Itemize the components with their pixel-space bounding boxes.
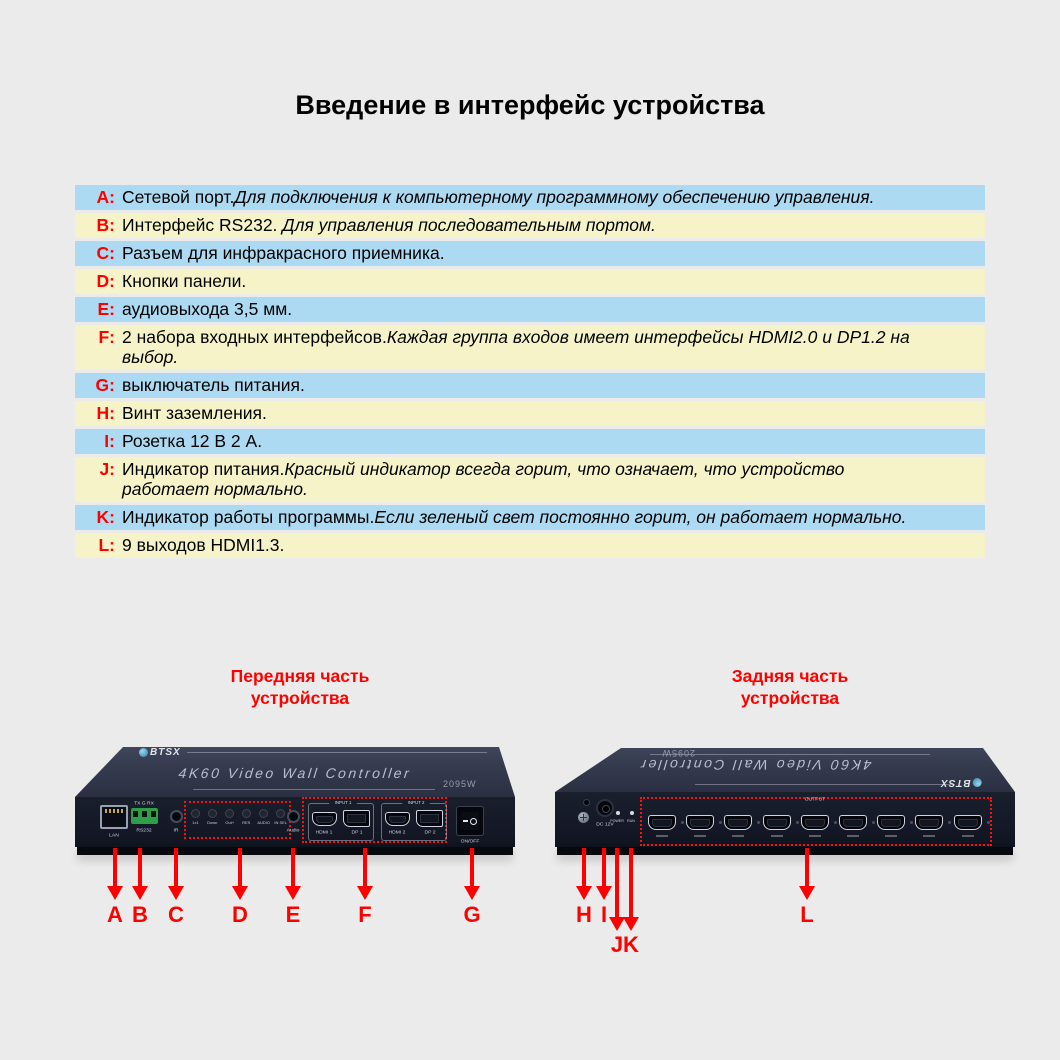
hdmi-output-port — [648, 815, 676, 830]
button-dot — [259, 809, 268, 818]
hdmi-output-port — [686, 815, 714, 830]
legend-row-G — [75, 373, 985, 398]
button-label: Out+ — [225, 820, 234, 825]
legend-key: L: — [98, 535, 115, 555]
brand-logo — [139, 747, 181, 758]
legend-key: J: — [99, 459, 115, 479]
callout-letter-L: L — [800, 902, 814, 927]
arrowhead-icon — [623, 917, 639, 931]
run-led-label: RUN — [627, 819, 635, 824]
callout-letter-E: E — [285, 902, 301, 927]
callout-letter-C: C — [168, 902, 184, 927]
panel-button — [204, 809, 221, 829]
panel-button — [238, 809, 255, 829]
callout-letter-I: I — [600, 902, 608, 927]
audio-label: Audio — [286, 827, 300, 833]
button-label: Down — [207, 820, 218, 825]
back-section-heading — [670, 665, 910, 709]
legend-text: аудиовыхода 3,5 мм. — [122, 299, 293, 319]
back-heading-line2: устройства — [740, 688, 840, 708]
button-dot — [242, 809, 251, 818]
legend-text: Индикатор питания.Красный индикатор всегда горит, что означает, что устройство работает нормально. — [122, 459, 845, 499]
pointer-arrow-I — [602, 848, 606, 886]
hdmi1-label: HDMI 1 — [315, 829, 333, 835]
model-number: 2095W — [443, 779, 477, 789]
legend-key: A: — [96, 187, 115, 207]
callout-letter-B: B — [132, 902, 148, 927]
button-dot — [208, 809, 217, 818]
button-label: 1x1 — [192, 820, 199, 825]
button-dot — [191, 809, 200, 818]
legend-key: H: — [96, 403, 115, 423]
callout-letter-J: J — [610, 932, 624, 957]
port-caption-mark — [923, 835, 935, 837]
screw-hole — [872, 821, 875, 824]
rocker-icon — [461, 812, 479, 830]
front-section-heading — [180, 665, 420, 709]
hdmi-output-port — [915, 815, 943, 830]
brand-logo — [940, 777, 982, 788]
hdmi2-label: HDMI 2 — [388, 829, 406, 835]
legend-key: C: — [96, 243, 115, 263]
rs232-label: RS232 — [136, 827, 152, 833]
screw-hole — [948, 821, 951, 824]
legend-note: Красный индикатор всегда горит, что означает, что устройство работает нормально. — [122, 459, 845, 499]
lan-label: LAN — [109, 832, 119, 838]
reset-hole — [583, 799, 590, 806]
callout-letter-K: K — [623, 932, 639, 957]
pointer-arrow-A — [113, 848, 117, 886]
legend-note: Если зеленый свет постоянно горит, он работает нормально. — [374, 507, 907, 527]
ir-label: IR — [173, 827, 179, 833]
dp1-port — [343, 810, 370, 827]
screw-hole — [987, 821, 990, 824]
screw-hole — [796, 821, 799, 824]
legend-note: Для управления последовательным портом. — [282, 215, 656, 235]
button-label: AUDIO — [257, 820, 270, 825]
rs232-port — [131, 808, 158, 824]
screw-hole — [681, 821, 684, 824]
legend-text: Индикатор работы программы.Если зеленый свет постоянно горит, он работает нормально. — [122, 507, 907, 527]
product-name: 4K60 Video Wall Controller — [637, 757, 873, 773]
legend-key: G: — [95, 375, 115, 395]
legend-key: K: — [96, 507, 115, 527]
port-caption-mark — [885, 835, 897, 837]
arrowhead-icon — [168, 886, 184, 900]
arrowhead-icon — [357, 886, 373, 900]
legend-row-B — [75, 213, 985, 238]
brand-icon — [973, 778, 982, 787]
legend-key: F: — [98, 327, 115, 347]
panel-button — [221, 809, 238, 829]
power-switch-label: ON/OFF — [460, 838, 480, 844]
hdmi2-port — [385, 812, 410, 826]
legend-text: Сетевой порт.Для подключения к компьютерному программному обеспечению управления. — [122, 187, 875, 207]
pointer-arrow-J — [615, 848, 619, 917]
hdmi-output-port — [763, 815, 791, 830]
hdmi-output-port — [801, 815, 829, 830]
button-dot — [276, 809, 285, 818]
decor-line — [193, 789, 435, 790]
ground-screw — [578, 812, 589, 823]
port-caption-mark — [847, 835, 859, 837]
pointer-arrow-B — [138, 848, 142, 886]
panel-buttons — [187, 809, 289, 829]
button-label: RES — [242, 820, 251, 825]
back-heading-line1: Задняя часть — [731, 666, 849, 686]
legend-text: 2 набора входных интерфейсов.Каждая группа входов имеет интерфейсы HDMI2.0 и DP1.2 на выбор. — [122, 327, 910, 367]
arrowhead-icon — [132, 886, 148, 900]
legend-row-L — [75, 533, 985, 558]
hdmi-output-port — [877, 815, 905, 830]
port-caption-mark — [809, 835, 821, 837]
legend-text: 9 выходов HDMI1.3. — [122, 535, 285, 555]
run-led — [630, 811, 634, 815]
audio-jack — [287, 810, 300, 823]
front-heading-line1: Передняя часть — [230, 666, 370, 686]
legend-key: E: — [97, 299, 115, 319]
panel-button — [272, 809, 289, 829]
hdmi-output-port — [724, 815, 752, 830]
hdmi1-port — [312, 812, 337, 826]
device-base — [557, 847, 1013, 855]
power-led — [616, 811, 620, 815]
port-caption-mark — [656, 835, 668, 837]
legend-note: Каждая группа входов имеет интерфейсы HDMI2.0 и DP1.2 на выбор. — [122, 327, 910, 367]
model-number: 2095W — [661, 748, 695, 758]
legend-text: выключатель питания. — [122, 375, 305, 395]
port-caption-mark — [771, 835, 783, 837]
power-switch — [456, 806, 484, 836]
legend-key: I: — [104, 431, 115, 451]
port-caption-mark — [962, 835, 974, 837]
legend-row-H — [75, 401, 985, 426]
pointer-arrow-E — [291, 848, 295, 886]
legend-row-E — [75, 297, 985, 322]
power-led-label: POWER — [610, 819, 624, 824]
hdmi-output-port — [954, 815, 982, 830]
output-label: OUTPUT — [804, 796, 826, 802]
front-device-photo — [75, 735, 515, 857]
legend-text: Интерфейс RS232. Для управления последовательным портом. — [122, 215, 656, 235]
product-name: 4K60 Video Wall Controller — [177, 765, 413, 781]
pointer-arrow-C — [174, 848, 178, 886]
legend-row-I — [75, 429, 985, 454]
dc-label: DC 12V — [596, 821, 614, 827]
lan-port — [100, 805, 128, 829]
legend-row-D — [75, 269, 985, 294]
page-title: Введение в интерфейс устройства — [295, 90, 765, 120]
legend-row-F — [75, 325, 985, 370]
port-caption-mark — [732, 835, 744, 837]
callout-letter-F: F — [358, 902, 372, 927]
front-heading-line2: устройства — [250, 688, 350, 708]
screw-hole — [834, 821, 837, 824]
legend-text: Винт заземления. — [122, 403, 267, 423]
arrowhead-icon — [232, 886, 248, 900]
hdmi-output-port — [839, 815, 867, 830]
decor-line — [695, 784, 955, 785]
legend-key: D: — [96, 271, 115, 291]
panel-button — [187, 809, 204, 829]
arrowhead-icon — [107, 886, 123, 900]
brand-text: BTSX — [940, 777, 971, 788]
arrowhead-icon — [576, 886, 592, 900]
legend-row-J — [75, 457, 985, 502]
rs232-pins-label: TX G RX — [134, 800, 154, 806]
legend-key: B: — [96, 215, 115, 235]
pointer-arrow-K — [629, 848, 633, 917]
dp1-label: DP 1 — [351, 829, 363, 835]
arrowhead-icon — [464, 886, 480, 900]
button-label: IN SEL — [274, 820, 287, 825]
input2-label: INPUT 2 — [402, 800, 430, 805]
legend-note: Для подключения к компьютерному программному обеспечению управления. — [234, 187, 875, 207]
legend-text: Кнопки панели. — [122, 271, 247, 291]
brand-icon — [139, 748, 148, 757]
legend-text: Разъем для инфракрасного приемника. — [122, 243, 445, 263]
device-base — [77, 847, 513, 855]
pointer-arrow-D — [238, 848, 242, 886]
callout-letter-A: A — [107, 902, 123, 927]
screw-hole — [719, 821, 722, 824]
screw-hole — [757, 821, 760, 824]
legend-row-K — [75, 505, 985, 530]
callout-letter-D: D — [232, 902, 248, 927]
panel-button — [255, 809, 272, 829]
pointer-arrow-G — [470, 848, 474, 886]
dp2-label: DP 2 — [424, 829, 436, 835]
button-dot — [225, 809, 234, 818]
pointer-arrow-H — [582, 848, 586, 886]
arrowhead-icon — [596, 886, 612, 900]
screw-hole — [910, 821, 913, 824]
decor-line — [187, 752, 487, 753]
pointer-arrow-L — [805, 848, 809, 886]
brand-text: BTSX — [150, 747, 181, 758]
legend-row-A — [75, 185, 985, 210]
legend-row-C — [75, 241, 985, 266]
port-caption-mark — [694, 835, 706, 837]
callout-letter-G: G — [463, 902, 481, 927]
arrowhead-icon — [799, 886, 815, 900]
legend — [75, 185, 985, 561]
ir-jack — [170, 810, 183, 823]
input1-label: INPUT 1 — [329, 800, 357, 805]
callout-letter-H: H — [576, 902, 592, 927]
arrowhead-icon — [285, 886, 301, 900]
back-device-photo — [555, 735, 1015, 857]
dp2-port — [416, 810, 443, 827]
pointer-arrow-F — [363, 848, 367, 886]
dc-power-jack — [596, 799, 614, 817]
legend-text: Розетка 12 В 2 А. — [122, 431, 263, 451]
